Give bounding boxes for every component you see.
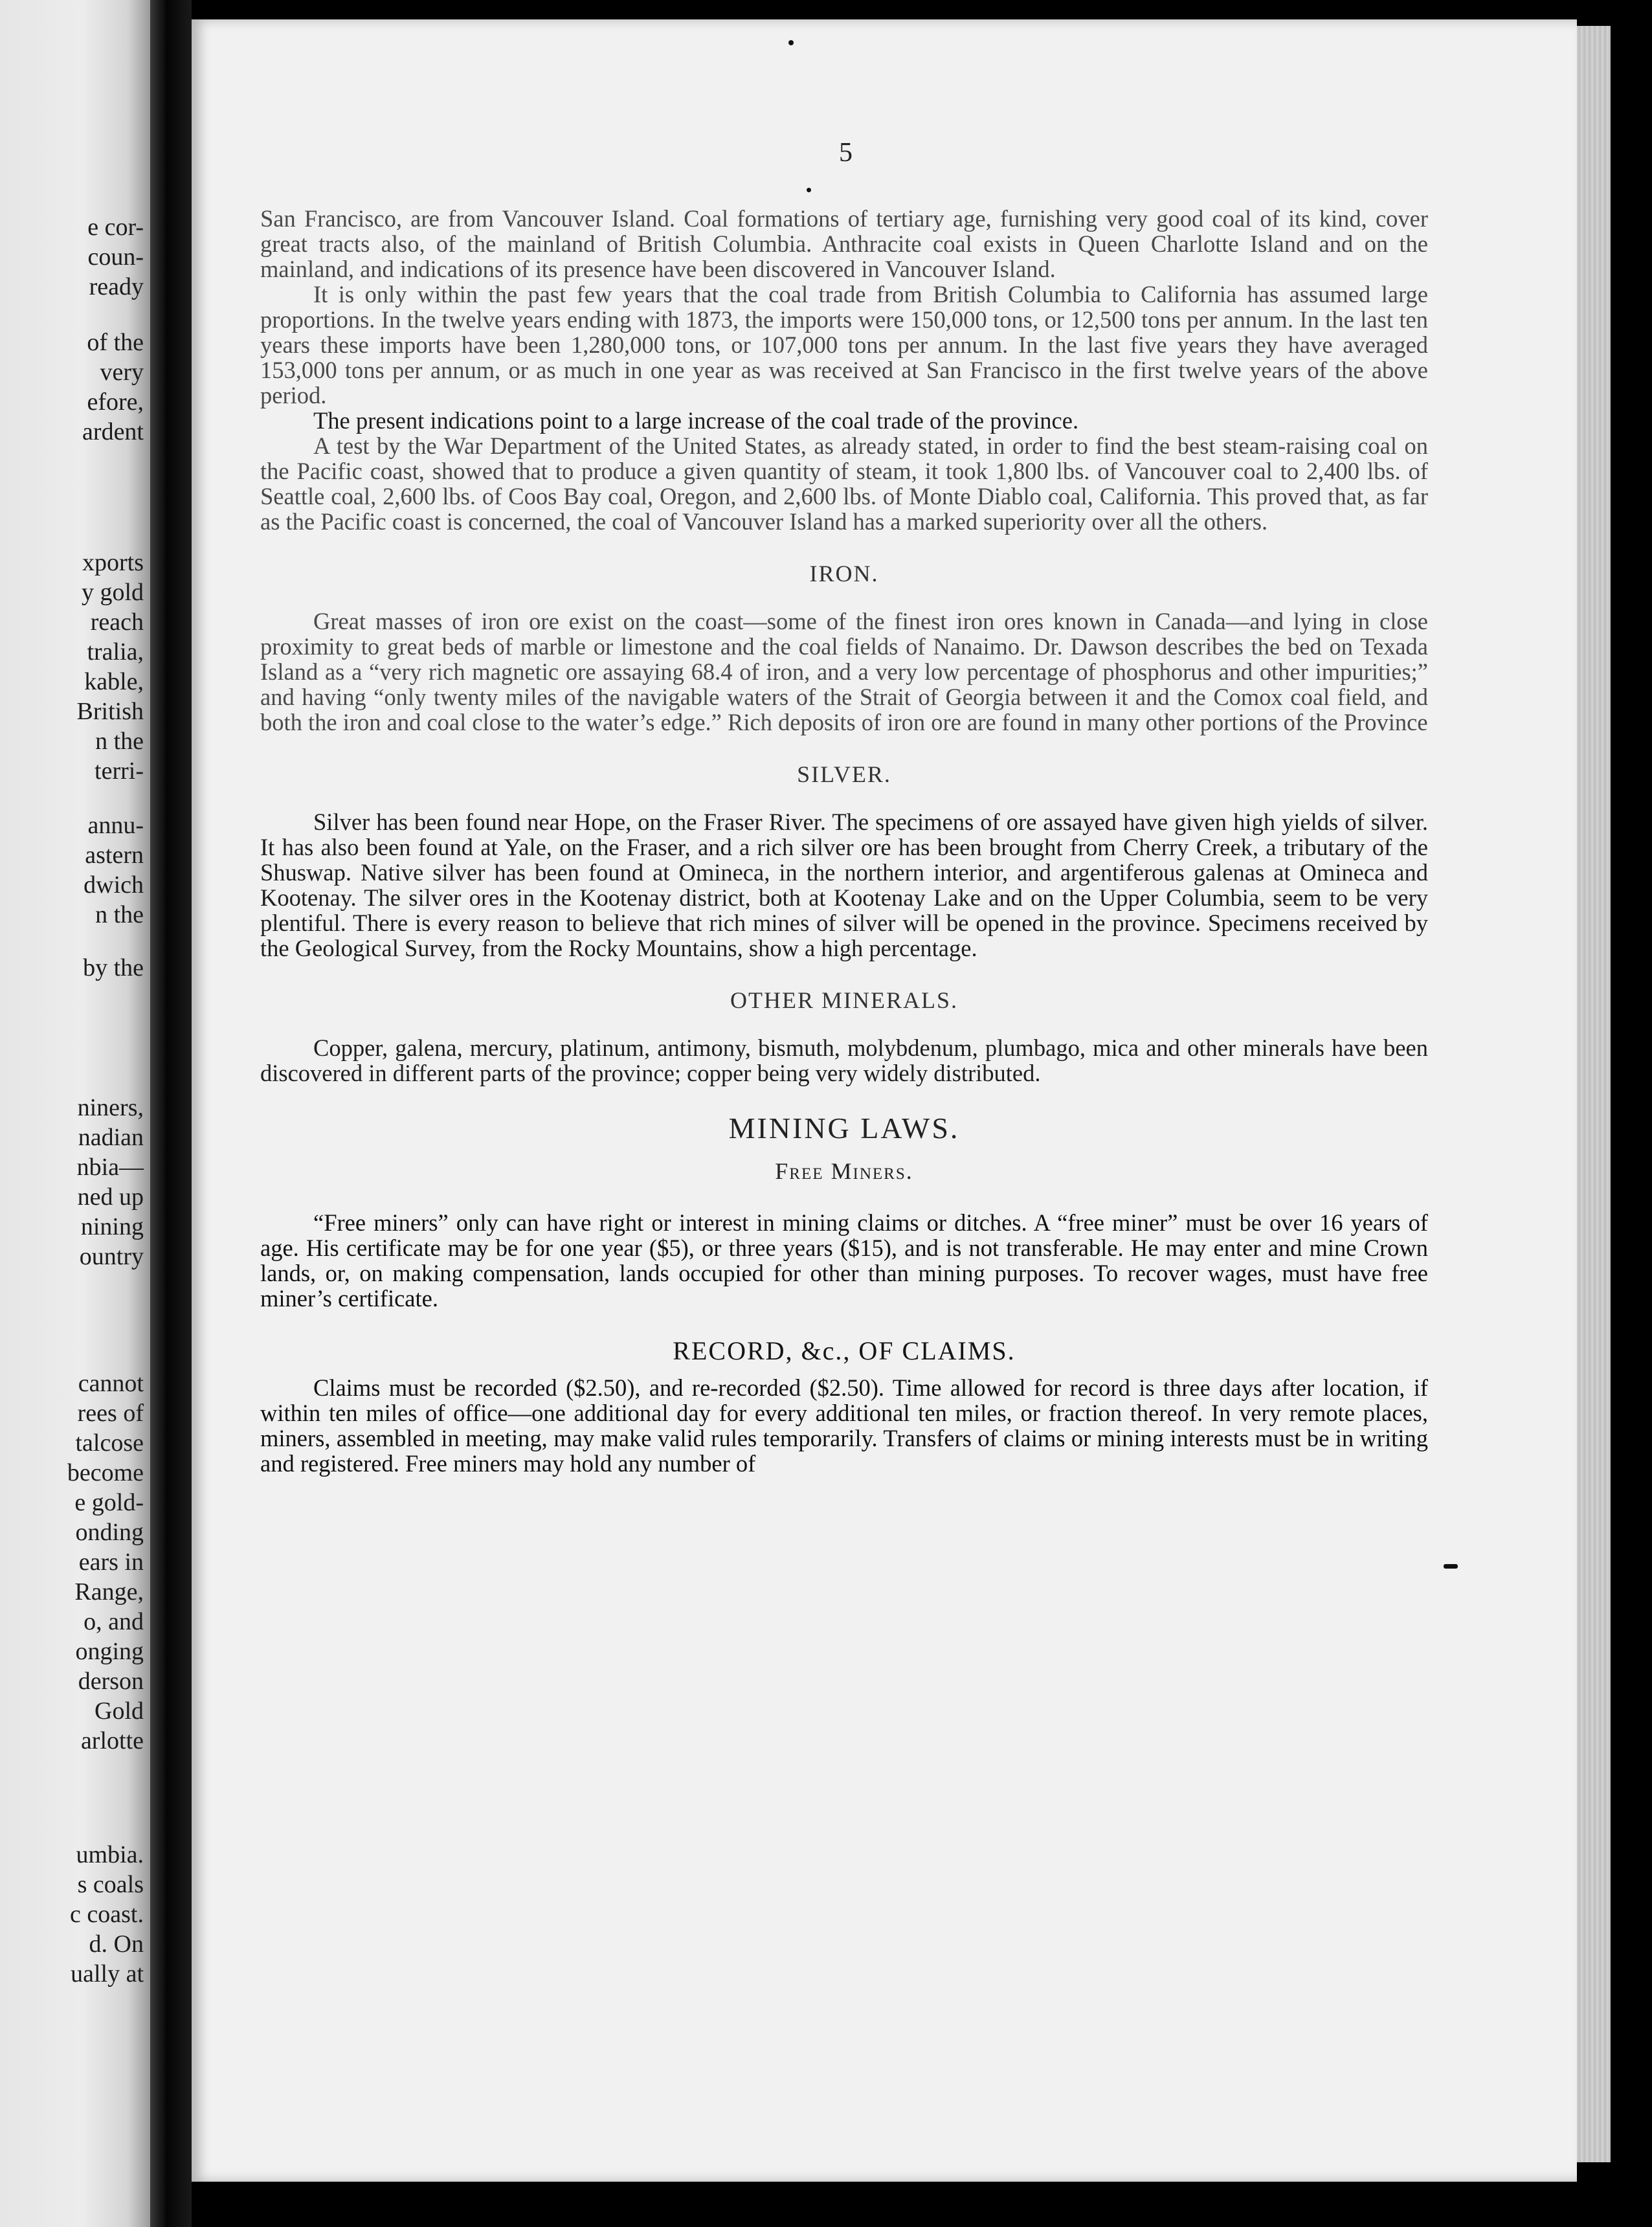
- left-page-fragment: rees of: [77, 1400, 144, 1427]
- left-page-fragment: astern: [85, 842, 144, 869]
- left-page-fragment: ardent: [82, 418, 144, 445]
- coal-paragraph-4: A test by the War Department of the United States, as already stated, in order to find the best steam-raising coal on the Pacific coast, showed that to produce a given quantity of steam, it took 1,800 lbs. of Vancouver coal to 2,400 lbs. of Seattle coal, 2,600 lbs. of Coos Bay coal, Oregon, and 2,600 lbs. of Monte Diablo coal, California. This proved that, as far as the Pacific coast is concerned, the coal of Vancouver Island has a marked superiority over all the others.: [260, 432, 1428, 535]
- left-page-fragment: e cor-: [87, 214, 144, 241]
- record-claims-paragraph: Claims must be recorded ($2.50), and re-recorded ($2.50). Time allowed for record is three days after location, if within ten miles of office—one additional day for every additional ten miles, or fraction thereof. In very remote places, miners, assembled in meeting, may make valid rules temporarily. Transfers of claims or mining interests must be in writing and registered. Free miners may hold any number of: [260, 1374, 1428, 1477]
- left-page-fragment: xports: [82, 549, 144, 576]
- free-miners-paragraph: “Free miners” only can have right or interest in mining claims or ditches. A “free miner” must be over 16 years of age. His certificate may be for one year ($5), or three years ($15), and is not transferable. He may enter and mine Crown lands, or, on making compensation, lands occupied for other than mining purposes. To recover wages, must have free miner’s certificate.: [260, 1209, 1428, 1312]
- silver-paragraph: Silver has been found near Hope, on the Fraser River. The specimens of ore assayed have given high yields of silver. It has also been found at Yale, on the Fraser, and a rich silver ore has been brought from Cherry Creek, a tributary of the Shuswap. Native silver has been found at Omineca, in the northern interior, and argentiferous galenas at Omineca and Kootenay. The silver ores in the Kootenay district, both at Kootenay Lake and on the Upper Columbia, seem to be very plentiful. There is every reason to believe that rich mines of silver will be opened in the province. Specimens received by the Geological Survey, from the Rocky Mountains, show a high percentage.: [260, 809, 1428, 961]
- left-page-fragment: nining: [80, 1213, 144, 1240]
- left-page-fragment: d. On: [89, 1930, 144, 1958]
- record-claims-heading: RECORD, &c., OF CLAIMS.: [673, 1336, 1016, 1365]
- left-page-fragment: by the: [83, 954, 144, 981]
- left-page-fragment: nadian: [78, 1124, 144, 1151]
- left-page-fragment: ually at: [71, 1960, 144, 1987]
- left-page-fragment: cannot: [78, 1370, 144, 1397]
- left-page-fragment: efore,: [87, 388, 144, 416]
- ink-speck: [1444, 1564, 1458, 1569]
- left-page-fragment: niners,: [77, 1094, 144, 1121]
- left-page-fragment: nbia—: [76, 1154, 144, 1181]
- left-page-fragment: kable,: [84, 668, 144, 695]
- left-page-fragment: n the: [95, 901, 144, 928]
- left-page-fragment: y gold: [81, 579, 144, 606]
- left-page-fragment: dwich: [84, 871, 144, 899]
- left-page-fragment: s coals: [77, 1871, 144, 1898]
- left-page-fragment: onging: [75, 1638, 144, 1665]
- left-page-fragment: umbia.: [76, 1841, 144, 1868]
- free-miners-subheading: Free Miners.: [775, 1158, 913, 1184]
- iron-heading: IRON.: [809, 561, 879, 587]
- other-minerals-paragraph: Copper, galena, mercury, platinum, antimony, bismuth, molybdenum, plumbago, mica and other minerals have been discovered in different parts of the province; copper being very widely distributed.: [260, 1035, 1428, 1086]
- page-body: [260, 206, 1428, 1476]
- left-page-fragment: talcose: [75, 1429, 144, 1457]
- left-facing-page: [0, 0, 150, 2227]
- left-page-fragment: arlotte: [80, 1727, 144, 1754]
- left-page-fragment: annu-: [87, 812, 144, 839]
- left-page-fragment: become: [67, 1459, 144, 1486]
- coal-paragraph-2: It is only within the past few years that the coal trade from British Columbia to California has assumed large proportions. In the twelve years ending with 1873, the imports were 150,000 tons, or 12,500 tons per annum. In the last ten years these imports have been 1,280,000 tons, or 107,000 tons per annum. In the last five years they have averaged 153,000 tons per annum, or as much in one year as was received at San Francisco in the first twelve years of the above period.: [260, 281, 1428, 408]
- other-minerals-heading: OTHER MINERALS.: [730, 987, 958, 1013]
- ink-speck: [788, 40, 794, 45]
- left-page-fragment: coun-: [87, 243, 144, 271]
- left-page-fragment: n the: [95, 728, 144, 755]
- left-page-fragment: very: [100, 359, 144, 386]
- left-page-fragment: Gold: [95, 1697, 144, 1725]
- left-page-fragment: derson: [78, 1668, 144, 1695]
- left-page-fragment: Range,: [74, 1578, 144, 1606]
- page-number: 5: [839, 138, 853, 168]
- coal-paragraph-1: San Francisco, are from Vancouver Island. Coal formations of tertiary age, furnishing very good coal of its kind, cover great tracts also, of the mainland of British Columbia. Anthracite coal exists in Queen Charlotte Island and on the mainland, and indications of its presence have been discovered in Vancouver Island.: [260, 205, 1428, 282]
- left-page-fragment: o, and: [84, 1608, 144, 1635]
- left-page-fragment: onding: [75, 1519, 144, 1546]
- left-page-fragment: ready: [89, 273, 144, 300]
- left-page-fragment: e gold-: [74, 1489, 144, 1516]
- ink-speck: [807, 188, 811, 192]
- coal-paragraph-3: The present indications point to a large increase of the coal trade of the province.: [313, 407, 1079, 434]
- mining-laws-heading: MINING LAWS.: [728, 1112, 960, 1145]
- left-page-fragment: c coast.: [70, 1901, 144, 1928]
- book-gutter: [150, 0, 192, 2227]
- left-page-fragment: terri-: [95, 757, 144, 785]
- left-page-fragment: ountry: [79, 1243, 144, 1270]
- left-page-fragment: British: [76, 698, 144, 725]
- left-page-fragment: tralia,: [87, 638, 144, 666]
- left-page-fragment: ned up: [77, 1183, 144, 1211]
- left-page-fragment: of the: [87, 329, 144, 356]
- page-edge-stack: [1577, 26, 1611, 2162]
- left-page-fragment: reach: [90, 609, 144, 636]
- iron-paragraph: Great masses of iron ore exist on the coast—some of the finest iron ores known in Canada—and lying in close proximity to great beds of marble or limestone and the coal fields of Nanaimo. Dr. Dawson describes the bed on Texada Island as a “very rich magnetic ore assaying 68.4 of iron, and a very low percentage of phosphorus and other impurities;” and having “only twenty miles of the navigable waters of the Strait of Georgia between it and the Comox coal field, and both the iron and coal close to the water’s edge.” Rich deposits of iron ore are found in many other portions of the Province: [260, 608, 1428, 735]
- page-edge-shadow: [1611, 0, 1652, 2227]
- left-page-fragment: ears in: [78, 1549, 144, 1576]
- silver-heading: SILVER.: [797, 761, 891, 787]
